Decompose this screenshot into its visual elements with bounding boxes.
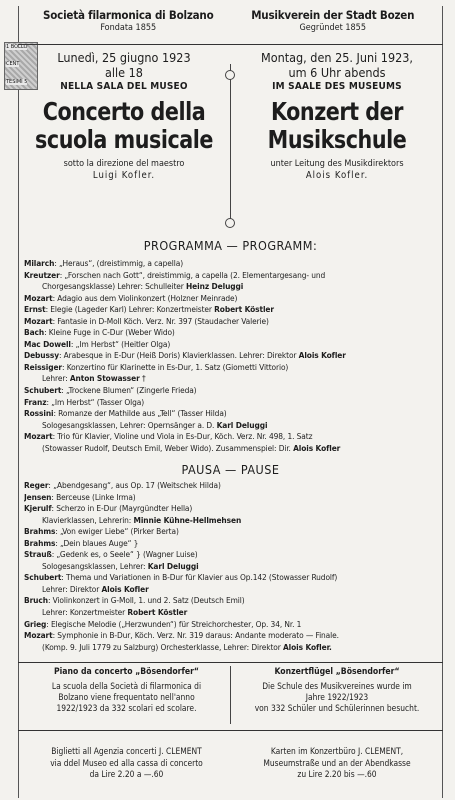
composer-name: Strauß xyxy=(24,549,52,560)
piano-title-italian: Piano da concerto „Bösendorfer“ xyxy=(53,667,200,677)
divider xyxy=(18,44,443,45)
programme-text: Sologesangsklassen, Lehrer: xyxy=(42,560,148,571)
programme-text: : Elegie (Lageder Karl) Lehrer: Konzertmeister xyxy=(45,304,215,315)
programme-item xyxy=(24,327,437,339)
header xyxy=(26,8,435,48)
ticket-line: da Lire 2.20 a —.60 xyxy=(89,769,164,779)
programme-text: Lehrer: Direktor xyxy=(42,583,102,594)
programme-item xyxy=(24,538,437,550)
programme-text: : Fantasie in D-Moll Köch. Verz. Nr. 397 (Staudacher Valerie) xyxy=(52,315,269,326)
programme-note xyxy=(24,607,437,619)
programme-text: (Stowasser Rudolf, Deutsch Emil, Weber Wido). Zusammenspiel: Dir. xyxy=(42,442,294,453)
teacher-name: Alois Kofler xyxy=(101,583,149,594)
composer-name: Debussy xyxy=(24,350,59,361)
title-italian-line1: Concerto della xyxy=(42,97,206,126)
composer-name: Kreutzer xyxy=(24,269,60,280)
title-german-line1: Konzert der xyxy=(271,97,403,126)
ticket-line: Karten im Konzertbüro J. CLEMENT, xyxy=(270,746,404,756)
composer-name: Mac Dowell xyxy=(24,338,71,349)
composer-name: Rossini xyxy=(24,408,54,419)
programme-note xyxy=(24,584,437,596)
stamp-text: CENT xyxy=(6,61,20,67)
teacher-name: Karl Deluggi xyxy=(147,560,199,571)
composer-name: Mozart xyxy=(24,431,53,442)
programme-item xyxy=(24,431,437,443)
composer-name: Mozart xyxy=(24,292,53,303)
programme-text: Sologesangsklassen, Lehrer: Opernsänger a. D. xyxy=(42,419,217,430)
programme-note xyxy=(24,642,437,654)
venue-german: IM SAALE DES MUSEUMS xyxy=(272,81,402,92)
pause-heading: PAUSA — PAUSE xyxy=(181,462,280,477)
teacher-name: Alois Kofler xyxy=(298,350,346,361)
programme-text: : „Gedenk es, o Seele“ } (Wagner Luise) xyxy=(51,549,198,560)
programme-item xyxy=(24,549,437,561)
programme-text: : Kleine Fuge in C-Dur (Weber Wido) xyxy=(44,327,175,338)
title-german-line2: Musikschule xyxy=(267,125,407,154)
programme-text: : Elegische Melodie („Herzwunden“) für Streichorchester, Op. 34, Nr. 1 xyxy=(46,618,302,629)
school-note-line: 1922/1923 da 332 scolari ed scolare. xyxy=(56,703,197,714)
programme-text: : „Heraus“, (dreistimmig, a capella) xyxy=(54,258,184,268)
school-note-line: Bolzano viene frequentato nell'anno xyxy=(58,692,195,703)
composer-name: Bruch xyxy=(24,595,48,606)
programme-text: Chorgesangsklasse) Lehrer: Schulleiter xyxy=(42,281,187,292)
programme-text: : Adagio aus dem Violinkonzert (Holzner Meinrade) xyxy=(52,292,238,303)
programme-text: : Konzertino für Klarinette in Es-Dur, 1. Satz (Giometti Vittorio) xyxy=(62,361,289,372)
programme-text: : Violinkonzert in G-Moll, 1. und 2. Satz (Deutsch Emil) xyxy=(47,595,245,606)
programme-text: : Symphonie in B-Dur, Köch. Verz. Nr. 319 daraus: Andante moderato — Finale. xyxy=(52,630,339,641)
programme-item xyxy=(24,362,437,374)
programme-text: : Berceuse (Linke Irma) xyxy=(51,491,136,502)
center-divider xyxy=(230,64,231,224)
programme-note xyxy=(24,561,437,573)
programme-text: Lehrer: xyxy=(42,373,70,384)
programme-item xyxy=(24,316,437,328)
programme-heading: PROGRAMMA — PROGRAMM: xyxy=(143,238,318,253)
venue-italian: NELLA SALA DEL MUSEO xyxy=(60,81,188,92)
programme-text: : „Im Herbst“ (Heitler Olga) xyxy=(70,338,171,349)
programme-text: Lehrer: Konzertmeister xyxy=(42,607,128,618)
composer-name: Reger xyxy=(24,480,49,490)
italian-column xyxy=(24,50,224,182)
header-italian xyxy=(26,8,231,34)
programme-text: : „Im Herbst“ (Tasser Olga) xyxy=(46,396,145,407)
programme-item xyxy=(24,304,437,316)
programme-item xyxy=(24,503,437,515)
ticket-line: Biglietti all Agenzia concerti J. CLEMENT xyxy=(51,746,202,756)
programme-text: : Thema und Variationen in B-Dur für Klavier aus Op.142 (Stowasser Rudolf) xyxy=(61,572,338,583)
teacher-name: Robert Köstler xyxy=(214,304,274,315)
programme-item xyxy=(24,385,437,397)
german-column xyxy=(236,50,438,182)
divider xyxy=(18,662,443,663)
teacher-name: Robert Köstler xyxy=(127,607,188,618)
composer-name: Jensen xyxy=(24,491,52,502)
school-note-line: Die Schule des Musikvereines wurde im xyxy=(262,681,412,691)
programme-note xyxy=(24,281,437,293)
composer-name: Brahms xyxy=(24,526,56,537)
founded-italian: Fondata 1855 xyxy=(100,23,157,33)
programme-text: : Scherzo in E-Dur (Mayrgündter Hella) xyxy=(51,503,193,514)
composer-name: Reissiger xyxy=(24,361,63,372)
director-german: Alois Kofler. xyxy=(305,170,369,181)
composer-name: Ernst xyxy=(24,304,46,315)
programme-item xyxy=(24,480,437,492)
org-name-italian: Società filarmonica di Bolzano xyxy=(42,8,214,22)
programme-item xyxy=(24,339,437,351)
piano-title-german: Konzertflügel „Bösendorfer“ xyxy=(274,667,400,677)
programme-item xyxy=(24,293,437,305)
stamp-text: 1 BOLLO xyxy=(6,44,28,50)
ticket-line: zu Lire 2.20 bis —.60 xyxy=(297,769,377,779)
concert-poster xyxy=(6,6,443,798)
programme-note xyxy=(24,373,437,385)
school-note-line: La scuola della Società di filarmonica di xyxy=(51,681,202,691)
piano-note-german xyxy=(236,666,438,715)
programme-item xyxy=(24,630,437,642)
programme-note xyxy=(24,443,437,455)
teacher-name: Karl Deluggi xyxy=(216,419,268,430)
direction-german: unter Leitung des Musikdirektors xyxy=(270,159,404,169)
concert-date-italian: Lunedì, 25 giugno 1923 xyxy=(57,50,191,65)
composer-name: Grieg xyxy=(24,618,47,629)
programme-text: : „Von ewiger Liebe“ (Pirker Berta) xyxy=(55,526,179,537)
title-italian-line2: scuola musicale xyxy=(35,125,213,154)
composer-name: Franz xyxy=(24,396,47,407)
piano-note-italian xyxy=(24,666,229,715)
programme-note xyxy=(24,420,437,432)
org-name-german: Musikverein der Stadt Bozen xyxy=(251,8,415,22)
ticket-line: Museumstraße und an der Abendkasse xyxy=(263,757,411,768)
programme-text: Klavierklassen, Lehrerin: xyxy=(42,514,134,525)
programme-item xyxy=(24,572,437,584)
programme-item xyxy=(24,408,437,420)
composer-name: Mozart xyxy=(24,315,53,326)
composer-name: Schubert xyxy=(24,385,62,396)
programme-mark: † xyxy=(139,373,146,384)
programme-part1 xyxy=(24,258,437,454)
direction-italian: sotto la direzione del maestro xyxy=(63,159,185,169)
teacher-name: Alois Kofler xyxy=(293,442,341,453)
director-italian: Luigi Kofler. xyxy=(92,170,156,181)
programme-text: : „Trockene Blumen“ (Zingerle Frieda) xyxy=(61,385,197,396)
composer-name: Milarch xyxy=(24,258,55,268)
composer-name: Brahms xyxy=(24,537,56,548)
programme-item xyxy=(24,270,437,282)
teacher-name: Heinz Deluggi xyxy=(186,281,244,292)
founded-german: Gegründet 1855 xyxy=(299,23,366,33)
header-german xyxy=(231,8,436,34)
center-divider xyxy=(230,666,231,724)
stamp-text: TESIMI 5 xyxy=(6,79,28,85)
composer-name: Schubert xyxy=(24,572,62,583)
ring-ornament xyxy=(225,218,235,228)
school-note-line: Jahre 1922/1923 xyxy=(305,692,369,703)
teacher-name: Minnie Kühne-Hellmehsen xyxy=(133,514,242,525)
tickets-italian xyxy=(24,746,229,781)
teacher-name: Alois Kofler. xyxy=(282,641,332,652)
programme-note xyxy=(24,515,437,527)
programme-item xyxy=(24,397,437,409)
programme-item xyxy=(24,492,437,504)
tickets-german xyxy=(236,746,438,781)
programme-part2 xyxy=(24,480,437,653)
programme-item xyxy=(24,595,437,607)
programme-item xyxy=(24,258,437,270)
programme-text: : „Forschen nach Gott“, dreistimmig, a capella (2. Elementargesang- und xyxy=(59,269,326,280)
programme-text: (Komp. 9. Juli 1779 zu Salzburg) Orchesterklasse, Lehrer: Direktor xyxy=(42,641,283,652)
concert-time-german: um 6 Uhr abends xyxy=(288,65,386,80)
divider xyxy=(18,730,443,731)
concert-time-italian: alle 18 xyxy=(105,65,143,80)
programme-item xyxy=(24,619,437,631)
programme-text: : Trio für Klavier, Violine und Viola in Es-Dur, Köch. Verz. Nr. 498, 1. Satz xyxy=(52,431,313,442)
programme-item xyxy=(24,350,437,362)
programme-item xyxy=(24,526,437,538)
school-note-line: von 332 Schüler und Schülerinnen besucht. xyxy=(254,703,420,714)
composer-name: Bach xyxy=(24,327,45,338)
programme-text: : „Dein blaues Auge“ } xyxy=(55,537,139,548)
programme-text: : Romanze der Mathilde aus „Tell“ (Tasser Hilda) xyxy=(53,408,227,419)
composer-name: Mozart xyxy=(24,630,53,641)
programme-text: : „Abendgesang“, aus Op. 17 (Weitschek Hilda) xyxy=(48,480,221,490)
ticket-line: via ddel Museo ed alla cassa di concerto xyxy=(50,757,203,768)
composer-name: Kjerulf xyxy=(24,503,52,514)
concert-date-german: Montag, den 25. Juni 1923, xyxy=(261,50,413,65)
teacher-name: Anton Stowasser xyxy=(69,373,140,384)
programme-text: : Arabesque in E-Dur (Heiß Doris) Klavierklassen. Lehrer: Direktor xyxy=(58,350,299,361)
ring-ornament xyxy=(225,70,235,80)
